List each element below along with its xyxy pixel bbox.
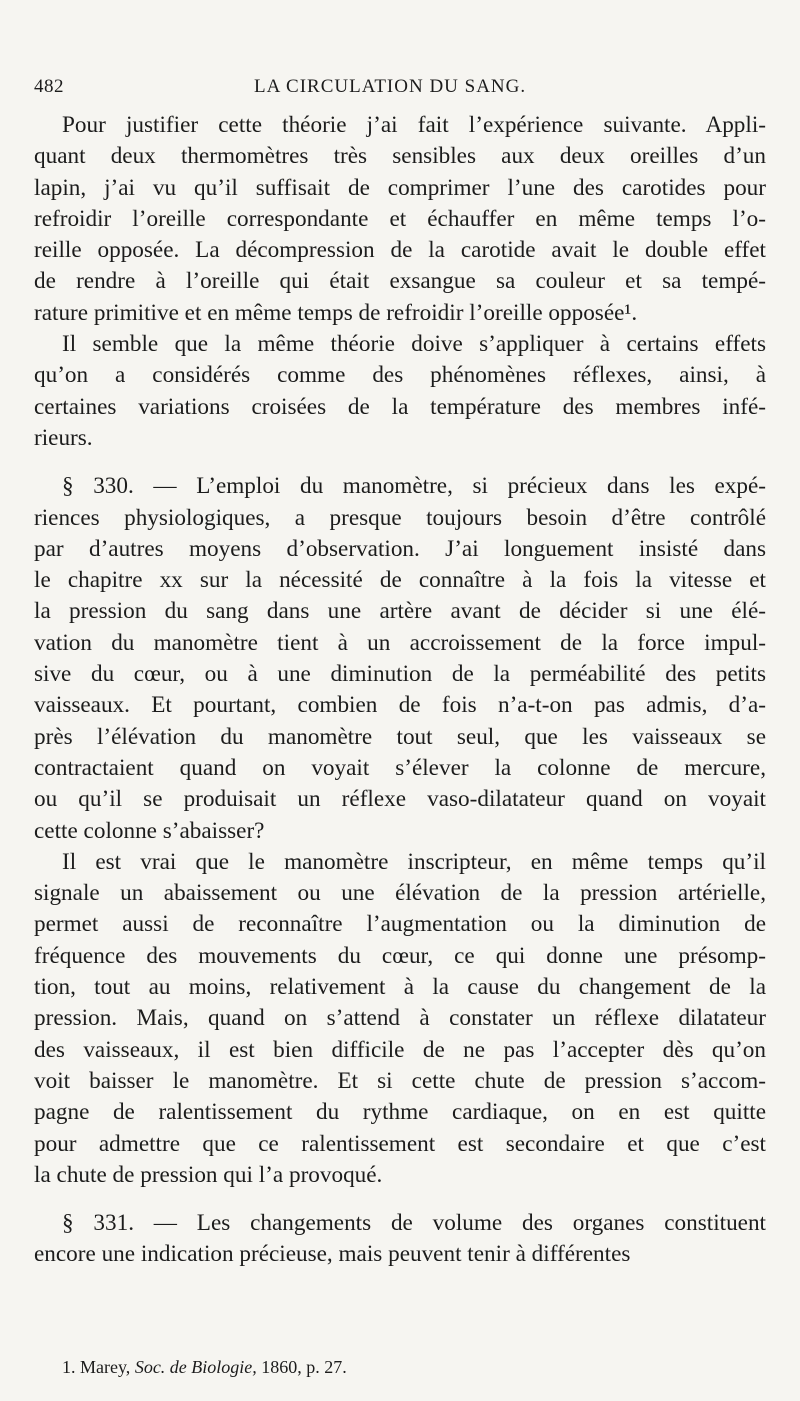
paragraph-p4 xyxy=(34,847,766,1191)
text-line: la chute de pression qui l’a provoqué. xyxy=(34,1161,383,1188)
page-number: 482 xyxy=(34,76,64,97)
text-line: cette colonne s’abaisser? xyxy=(34,817,265,844)
paragraph-p1 xyxy=(34,110,766,329)
text-line: certaines variations croisées de la température des membres infé- xyxy=(34,393,766,420)
text-line: voit baisser le manomètre. Et si cette chute de pression s’accom- xyxy=(34,1067,766,1094)
body-text xyxy=(34,110,766,1271)
text-line: quant deux thermomètres très sensibles aux deux oreilles d’un xyxy=(34,143,766,170)
text-line: rature primitive et en même temps de refroidir l’oreille opposée¹. xyxy=(34,299,638,326)
footnote-rest: 1860, p. 27. xyxy=(261,1357,347,1377)
text-line: qu’on a considérés comme des phénomènes réflexes, ainsi, à xyxy=(34,362,766,389)
text-line: lapin, j’ai vu qu’il suffisait de comprimer l’une des carotides pour xyxy=(34,174,766,201)
text-line: contractaient quand on voyait s’élever la colonne de mercure, xyxy=(34,754,766,781)
text-line: tion, tout au moins, relativement à la cause du changement de la xyxy=(34,974,766,1001)
text-line: § 331. — Les changements de volume des organes constituent xyxy=(62,1210,766,1237)
text-line: ou qu’il se produisait un réflexe vaso-dilatateur quand on voyait xyxy=(34,786,766,813)
paragraph-p3 xyxy=(34,471,766,847)
text-line: § 330. — L’emploi du manomètre, si précieux dans les expé- xyxy=(62,473,766,500)
text-line: vation du manomètre tient à un accroissement de la force impul- xyxy=(34,629,766,656)
text-line: permet aussi de reconnaître l’augmentation ou la diminution de xyxy=(34,911,766,938)
footnote-author: Marey, xyxy=(80,1357,131,1377)
text-line: par d’autres moyens d’observation. J’ai longuement insisté dans xyxy=(34,535,766,562)
text-line: de rendre à l’oreille qui était exsangue sa couleur et sa tempé- xyxy=(34,268,766,295)
text-line: sive du cœur, ou à une diminution de la perméabilité des petits xyxy=(34,661,766,688)
text-line: Pour justifier cette théorie j’ai fait l’expérience suivante. Appli- xyxy=(62,112,766,138)
text-line: encore une indication précieuse, mais peuvent tenir à différentes xyxy=(34,1241,631,1268)
text-line: signale un abaissement ou une élévation de la pression artérielle, xyxy=(34,880,766,907)
page-header xyxy=(34,76,774,102)
text-line: Il semble que la même théorie doive s’appliquer à certains effets xyxy=(62,331,766,358)
text-line: vaisseaux. Et pourtant, combien de fois n’a-t-on pas admis, d’a- xyxy=(34,692,766,719)
footnote-marker: 1. xyxy=(62,1357,76,1377)
text-line: fréquence des mouvements du cœur, ce qui donne une présomp- xyxy=(34,942,766,969)
text-line: refroidir l’oreille correspondante et échauffer en même temps l’o- xyxy=(34,205,766,232)
text-line: pression. Mais, quand on s’attend à constater un réflexe dilatateur xyxy=(34,1005,766,1032)
paragraph-p5 xyxy=(34,1208,766,1271)
text-line: des vaisseaux, il est bien difficile de ne pas l’accepter dès qu’on xyxy=(34,1036,766,1063)
text-line: pagne de ralentissement du rythme cardiaque, on en est quitte xyxy=(34,1099,766,1126)
text-line: la pression du sang dans une artère avant de décider si une élé- xyxy=(34,598,766,625)
footnote xyxy=(62,1356,347,1378)
text-line: Il est vrai que le manomètre inscripteur, en même temps qu’il xyxy=(62,848,766,875)
text-line: riences physiologiques, a presque toujours besoin d’être contrôlé xyxy=(34,504,766,531)
text-line: le chapitre xx sur la nécessité de connaître à la fois la vitesse et xyxy=(34,567,766,594)
paragraph-p2 xyxy=(34,329,766,454)
paragraph-gap xyxy=(34,454,766,471)
text-line: près l’élévation du manomètre tout seul, que les vaisseaux se xyxy=(34,723,766,750)
footnote-journal: Soc. de Biologie, xyxy=(134,1357,257,1377)
paragraph-gap xyxy=(34,1191,766,1208)
text-line: pour admettre que ce ralentissement est secondaire et que c’est xyxy=(34,1130,766,1157)
text-line: reille opposée. La décompression de la carotide avait le double effet xyxy=(34,237,766,264)
running-title: LA CIRCULATION DU SANG. xyxy=(254,76,527,97)
text-line: rieurs. xyxy=(34,424,93,451)
